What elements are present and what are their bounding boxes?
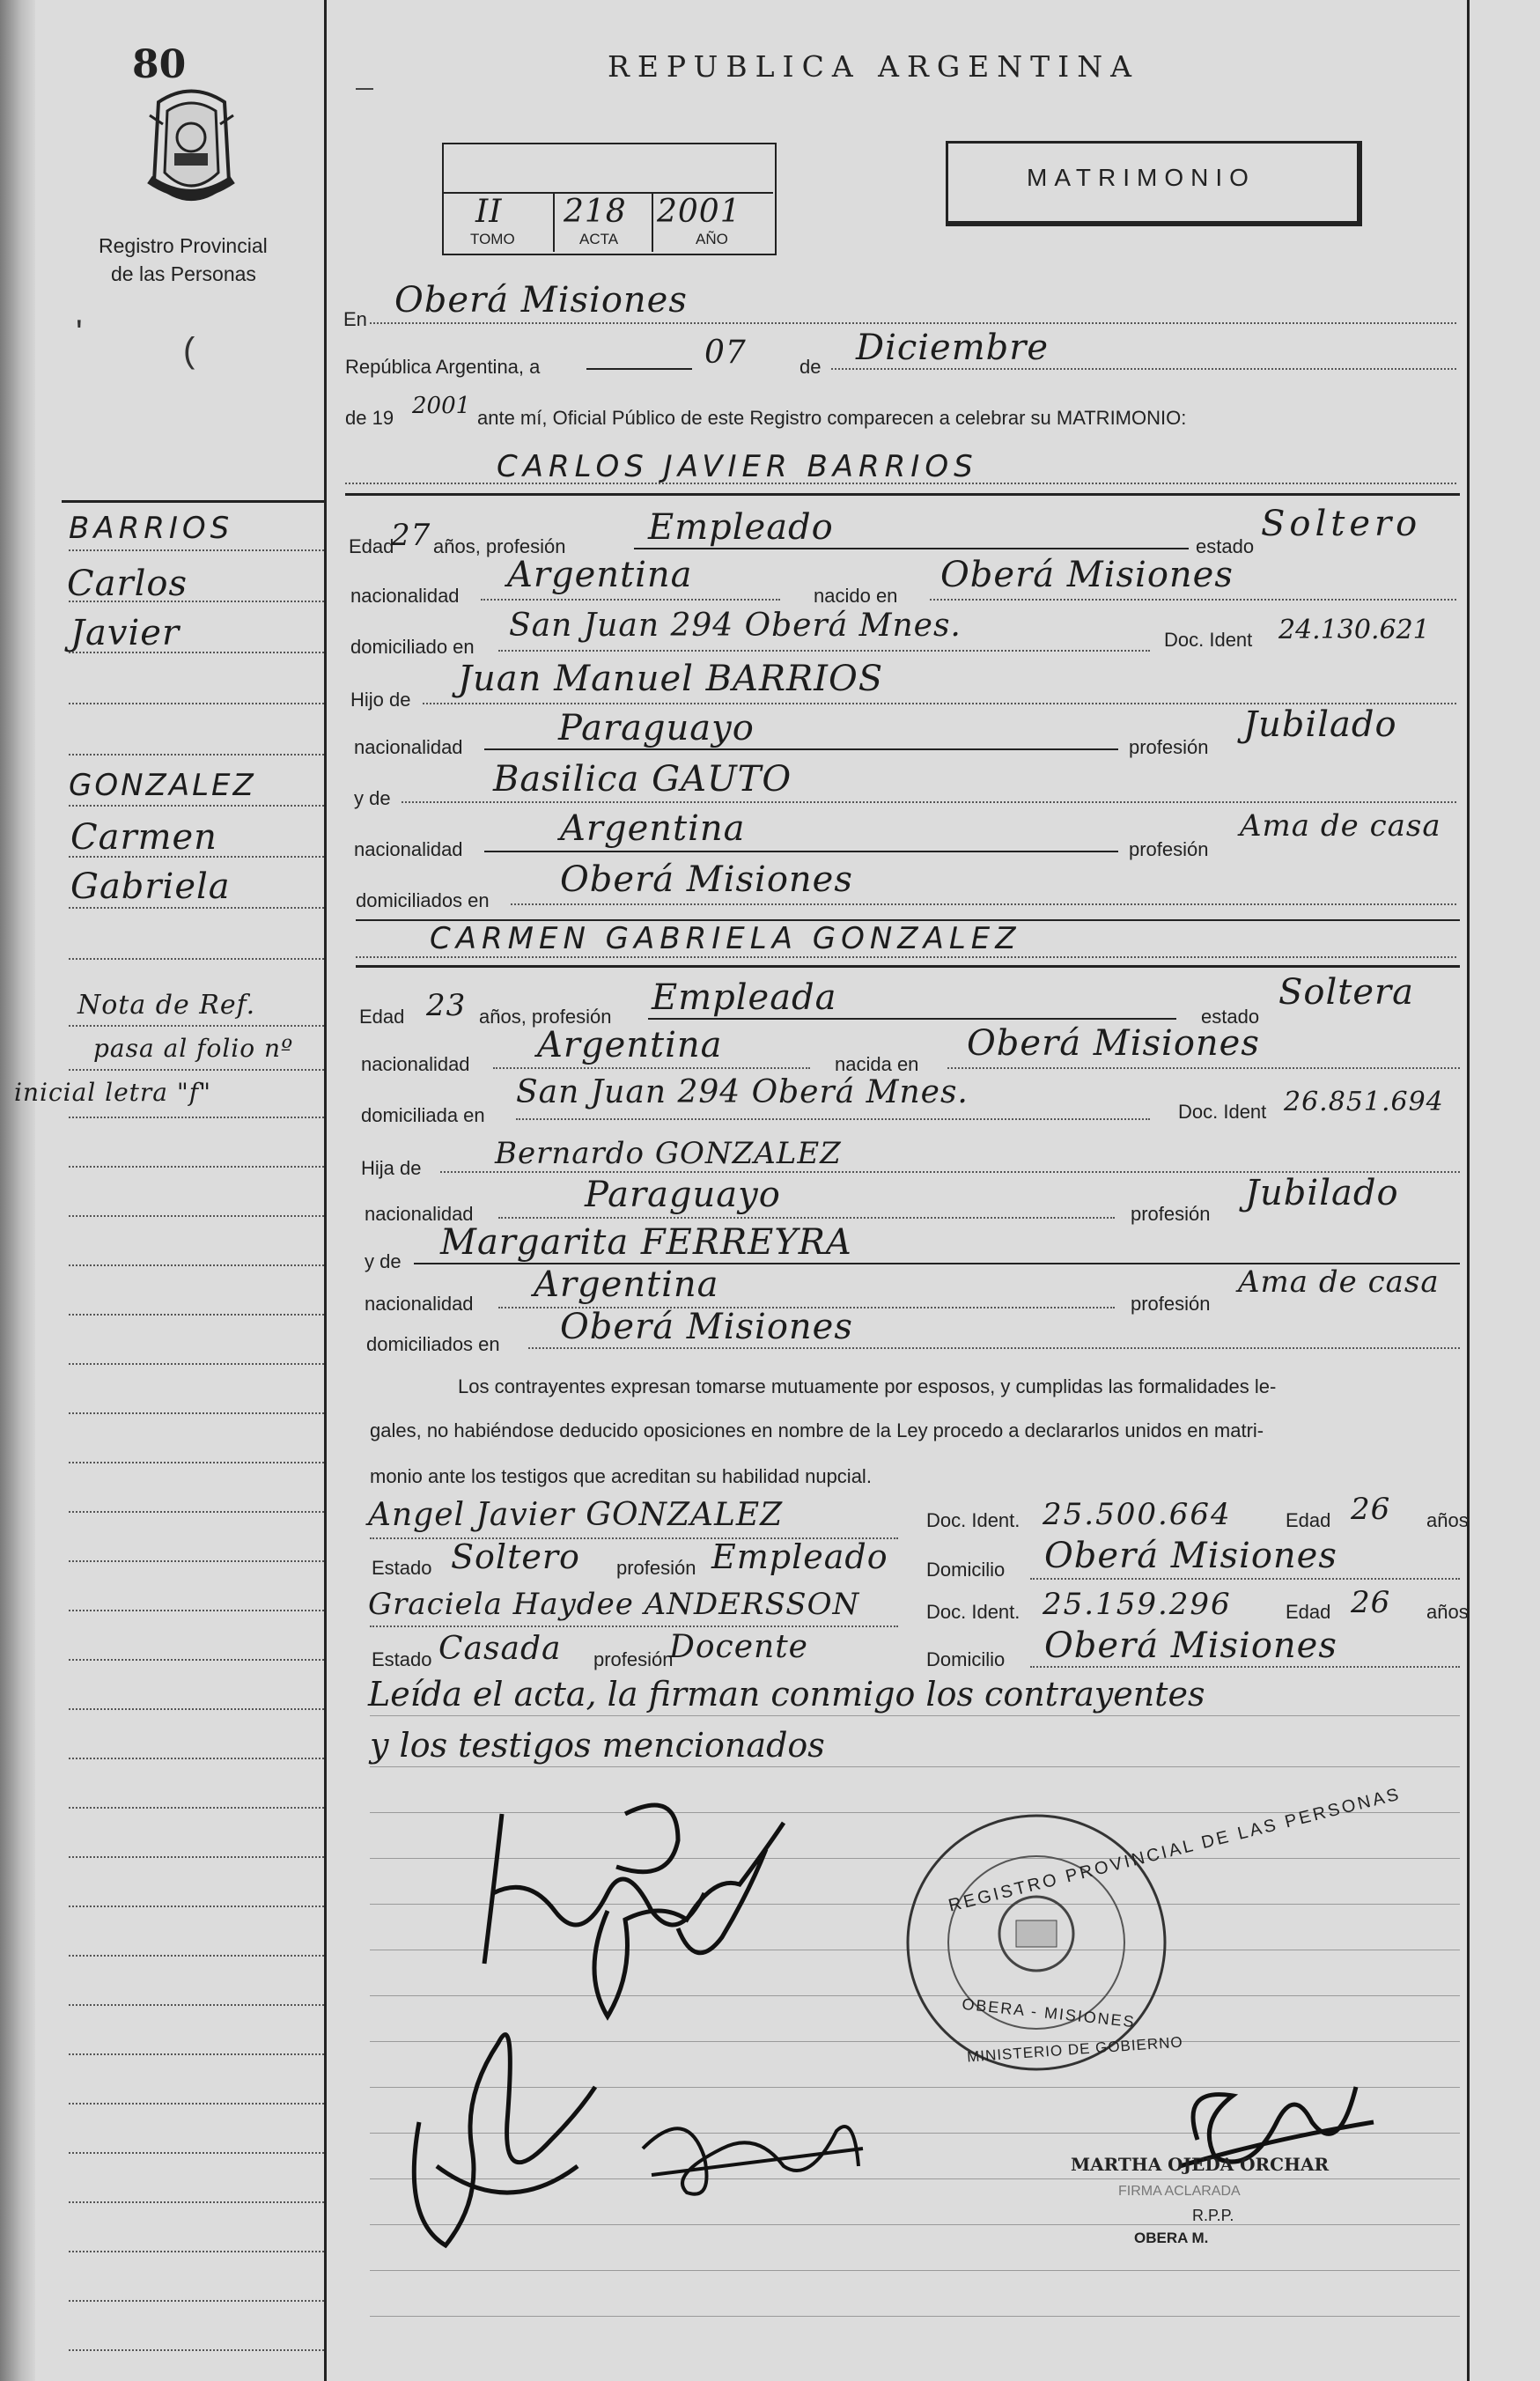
act-box-divider-v1	[553, 192, 555, 252]
margin-line	[69, 1264, 324, 1266]
groom-born-dots	[930, 599, 1456, 601]
groom-dom-dots	[498, 650, 1150, 652]
year-value: 2001	[412, 393, 471, 419]
margin-line	[69, 1856, 324, 1858]
country-title: REPUBLICA ARGENTINA	[608, 49, 1139, 84]
groom-father-nat: Paraguayo	[558, 708, 755, 748]
groom-domicile: San Juan 294 Oberá Mnes.	[509, 608, 962, 644]
w2-age-label: Edad	[1286, 1601, 1331, 1623]
margin-line	[69, 1807, 324, 1809]
acta-label: ACTA	[579, 231, 619, 247]
groom-mother-prof-label: profesión	[1129, 838, 1209, 860]
margin-line	[69, 754, 324, 756]
w2-dom-dots	[1030, 1666, 1460, 1668]
witness1-signature	[402, 1990, 613, 2254]
bride-years-label: años, profesión	[479, 1006, 612, 1028]
bride-domicile: San Juan 294 Oberá Mnes.	[516, 1074, 969, 1110]
margin-bride-surname: GONZALEZ	[69, 768, 256, 803]
w2-age: 26	[1351, 1585, 1391, 1620]
groom-mother-dots	[402, 801, 1456, 803]
groom-mother-label: y de	[354, 787, 391, 809]
ruled-line	[370, 2316, 1460, 2317]
ano-label: AÑO	[696, 231, 728, 247]
groom-parents-dom-label: domiciliados en	[356, 889, 490, 911]
margin-line	[69, 1708, 324, 1710]
republica-label: República Argentina, a	[345, 356, 541, 378]
margin-mark: '	[76, 313, 83, 352]
margin-line	[69, 2152, 324, 2154]
bride-born: Oberá Misiones	[967, 1023, 1260, 1064]
margin-line	[69, 2349, 324, 2351]
official-name: MARTHA OJEDA ORCHAR	[1071, 2154, 1330, 2175]
bride-father-label: Hija de	[361, 1157, 422, 1179]
ruled-line	[370, 1715, 1460, 1716]
registry-stamp	[903, 1810, 1169, 2075]
w1-doc-label: Doc. Ident.	[926, 1509, 1021, 1531]
margin-line	[69, 1117, 324, 1118]
w2-estado-label: Estado	[372, 1648, 432, 1670]
w1-prof: Empleado	[711, 1537, 888, 1576]
margin-note1: Nota de Ref.	[77, 990, 256, 1021]
bride-nationality: Argentina	[537, 1025, 723, 1065]
margin-line	[69, 1906, 324, 1907]
intro-text: ante mí, Oficial Público de este Registro comparecen a celebrar su MATRIMONIO:	[477, 407, 1187, 429]
bride-parents-dom-label: domiciliados en	[366, 1333, 500, 1355]
margin-line	[69, 856, 324, 858]
tomo-value: II	[475, 194, 503, 230]
official-office: R.P.P.	[1192, 2207, 1234, 2224]
w2-prof: Docente	[669, 1629, 808, 1665]
en-label: En	[343, 308, 367, 330]
province-crest-icon	[141, 85, 242, 217]
w2-name-dots	[370, 1625, 898, 1627]
margin-groom-surname: BARRIOS	[69, 511, 234, 546]
act-type: MATRIMONIO	[1027, 164, 1256, 191]
margin-note3: inicial letra "f"	[14, 1078, 212, 1107]
bride-father-nat: Paraguayo	[585, 1175, 781, 1215]
day-value: 07	[704, 335, 747, 371]
w2-prof-label: profesión	[593, 1648, 674, 1670]
bride-father: Bernardo GONZALEZ	[495, 1136, 842, 1171]
ano-value: 2001	[657, 194, 741, 230]
w1-years-label: años	[1426, 1509, 1469, 1531]
margin-line	[69, 1025, 324, 1027]
margin-bride-name2: Gabriela	[70, 866, 231, 907]
groom-father-nat-line	[484, 748, 1118, 750]
groom-prof-line	[634, 548, 1189, 549]
bride-mother-nat: Argentina	[534, 1264, 719, 1305]
bride-age-label: Edad	[359, 1006, 405, 1028]
w2-dom: Oberá Misiones	[1044, 1625, 1337, 1666]
groom-born: Oberá Misiones	[940, 555, 1234, 595]
w1-dom-label: Domicilio	[926, 1559, 1006, 1581]
witness2-signature	[634, 2096, 872, 2210]
w1-estado-label: Estado	[372, 1557, 432, 1579]
bride-born-dots	[947, 1067, 1460, 1069]
bride-age: 23	[426, 988, 467, 1023]
groom-dom-label: domiciliado en	[350, 636, 475, 658]
margin-line	[69, 805, 324, 807]
margin-line	[69, 703, 324, 704]
groom-age: 27	[391, 518, 431, 553]
bride-born-label: nacida en	[835, 1053, 919, 1075]
bride-father-prof: Jubilado	[1245, 1173, 1399, 1213]
bride-profession: Empleada	[652, 977, 837, 1018]
bride-dom-label: domiciliada en	[361, 1104, 485, 1126]
groom-mother-nat-line	[484, 851, 1118, 852]
bride-full-name: CARMEN GABRIELA GONZALEZ	[430, 921, 1021, 956]
margin-line	[69, 2251, 324, 2252]
registry-line2: de las Personas	[111, 262, 256, 285]
official-seat: OBERA M.	[1134, 2230, 1209, 2246]
w1-age: 26	[1351, 1492, 1391, 1527]
bride-father-prof-label: profesión	[1131, 1203, 1211, 1225]
w1-name: Angel Javier GONZALEZ	[368, 1497, 784, 1533]
bride-name-rule	[356, 965, 1460, 968]
stamp-ministry: MINISTERIO DE GOBIERNO	[966, 2033, 1184, 2066]
right-rule	[1467, 0, 1470, 2381]
bride-mother-prof: Ama de casa	[1238, 1264, 1440, 1300]
w1-prof-label: profesión	[616, 1557, 696, 1579]
w1-doc: 25.500.664	[1043, 1497, 1232, 1532]
declaration-line2: gales, no habiéndose deducido oposiciones en nombre de la Ley procedo a declararlos unidos en matri-	[370, 1419, 1264, 1441]
margin-note2: pasa al folio nº	[93, 1034, 294, 1063]
groom-mother-nat-label: nacionalidad	[354, 838, 463, 860]
w2-estado: Casada	[438, 1631, 562, 1667]
bride-dom-dots	[516, 1118, 1150, 1120]
groom-father: Juan Manuel BARRIOS	[458, 659, 884, 699]
ruled-line	[370, 1766, 1460, 1767]
w1-dom: Oberá Misiones	[1044, 1536, 1337, 1576]
groom-nat-label: nacionalidad	[350, 585, 460, 607]
margin-line	[69, 549, 324, 551]
bride-doc-label: Doc. Ident	[1178, 1101, 1267, 1123]
place-dots	[370, 322, 1456, 324]
margin-line	[69, 2103, 324, 2105]
margin-line	[69, 2053, 324, 2055]
registry-line1: Registro Provincial	[99, 234, 268, 257]
margin-groom-name2: Javier	[70, 613, 181, 653]
stamp-text-bottom: OBERA - MISIONES	[961, 1994, 1137, 2031]
stamp-text: REGISTRO PROVINCIAL DE LAS PERSONAS	[947, 1784, 1404, 1916]
w1-age-label: Edad	[1286, 1509, 1331, 1531]
groom-parents-dom-dots	[511, 903, 1456, 905]
w2-name: Graciela Haydee ANDERSSON	[368, 1587, 860, 1622]
bride-nat-label: nacionalidad	[361, 1053, 470, 1075]
w2-doc-label: Doc. Ident.	[926, 1601, 1021, 1623]
de-label: de	[799, 356, 822, 378]
page-number: 80	[132, 42, 187, 87]
margin-line	[69, 652, 324, 653]
groom-estado: Soltero	[1261, 504, 1422, 544]
margin-line	[69, 1955, 324, 1957]
closing-line2: y los testigos mencionados	[370, 1726, 825, 1765]
tomo-label: TOMO	[470, 231, 515, 247]
groom-doc: 24.130.621	[1278, 615, 1430, 645]
bride-mother: Margarita FERREYRA	[440, 1222, 852, 1263]
month-dots	[831, 368, 1456, 370]
groom-father-nat-label: nacionalidad	[354, 736, 463, 758]
margin-bride-name1: Carmen	[70, 817, 217, 858]
groom-profession: Empleado	[648, 507, 834, 548]
groom-parents-dom: Oberá Misiones	[560, 859, 853, 900]
closing-line1: Leída el acta, la firman conmigo los contrayentes	[368, 1675, 1205, 1714]
bride-mother-prof-label: profesión	[1131, 1293, 1211, 1315]
official-title: FIRMA ACLARADA	[1118, 2184, 1241, 2199]
groom-father-prof-label: profesión	[1129, 736, 1209, 758]
margin-line	[69, 1659, 324, 1661]
groom-nationality: Argentina	[507, 555, 693, 595]
margin-line	[69, 2300, 324, 2302]
day-line-a	[586, 368, 692, 370]
margin-line	[69, 1314, 324, 1316]
margin-line	[69, 601, 324, 602]
ruled-line	[370, 2270, 1460, 2271]
groom-full-name: CARLOS JAVIER BARRIOS	[497, 449, 978, 484]
bride-father-nat-dots	[498, 1217, 1115, 1219]
acta-value: 218	[564, 194, 627, 230]
margin-line	[69, 1758, 324, 1759]
margin-rule	[324, 0, 327, 2381]
declaration-line3: monio ante los testigos que acreditan su habilidad nupcial.	[370, 1465, 872, 1487]
margin-line	[69, 1166, 324, 1168]
margin-line	[69, 1511, 324, 1513]
groom-age-label: Edad	[349, 535, 394, 557]
margin-groom-name1: Carlos	[67, 564, 188, 604]
margin-line	[69, 1560, 324, 1562]
bride-mother-nat-label: nacionalidad	[365, 1293, 474, 1315]
margin-line	[69, 907, 324, 909]
margin-line	[69, 2004, 324, 2006]
groom-mother-prof: Ama de casa	[1240, 808, 1441, 844]
act-box-divider-v2	[652, 192, 653, 252]
bride-nat-dots	[493, 1067, 810, 1069]
groom-mother: Basilica GAUTO	[493, 759, 792, 800]
bride-prof-line	[648, 1018, 1176, 1020]
groom-estado-label: estado	[1196, 535, 1255, 557]
groom-years-label: años, profesión	[433, 535, 566, 557]
margin-line	[69, 2201, 324, 2203]
margin-line	[69, 1069, 324, 1071]
w1-estado: Soltero	[451, 1537, 580, 1576]
dash-mark	[356, 88, 373, 90]
month-value: Diciembre	[856, 328, 1050, 368]
bride-estado: Soltera	[1278, 972, 1414, 1013]
w2-dom-label: Domicilio	[926, 1648, 1006, 1670]
bride-name-dots	[356, 956, 1456, 958]
bride-parents-dom: Oberá Misiones	[560, 1307, 853, 1347]
groom-born-label: nacido en	[814, 585, 898, 607]
groom-name-rule	[345, 493, 1460, 496]
bride-parents-dom-dots	[528, 1347, 1460, 1349]
w1-dom-dots	[1030, 1578, 1460, 1580]
margin-line	[69, 1363, 324, 1365]
groom-nat-dots	[481, 599, 780, 601]
place-value: Oberá Misiones	[394, 280, 688, 321]
margin-mark: (	[183, 331, 195, 370]
w2-doc: 25.159.296	[1043, 1587, 1232, 1622]
w2-years-label: años	[1426, 1601, 1469, 1623]
margin-rule-top	[62, 500, 324, 503]
margin-line	[69, 1412, 324, 1414]
margin-line	[69, 1215, 324, 1217]
margin-line	[69, 1610, 324, 1611]
groom-mother-nat: Argentina	[560, 808, 746, 849]
margin-line	[69, 1462, 324, 1463]
groom-father-prof: Jubilado	[1243, 704, 1397, 745]
groom-father-label: Hijo de	[350, 689, 411, 711]
declaration-line1: Los contrayentes expresan tomarse mutuamente por esposos, y cumplidas las formalidades le-	[458, 1375, 1277, 1397]
bride-mother-label: y de	[365, 1250, 402, 1272]
year-prefix: de 19	[345, 407, 394, 429]
bride-doc: 26.851.694	[1284, 1087, 1444, 1117]
page-edge	[0, 0, 35, 2381]
bride-father-nat-label: nacionalidad	[365, 1203, 474, 1225]
margin-line	[69, 958, 324, 960]
bride-estado-label: estado	[1201, 1006, 1260, 1028]
groom-doc-label: Doc. Ident	[1164, 629, 1253, 651]
